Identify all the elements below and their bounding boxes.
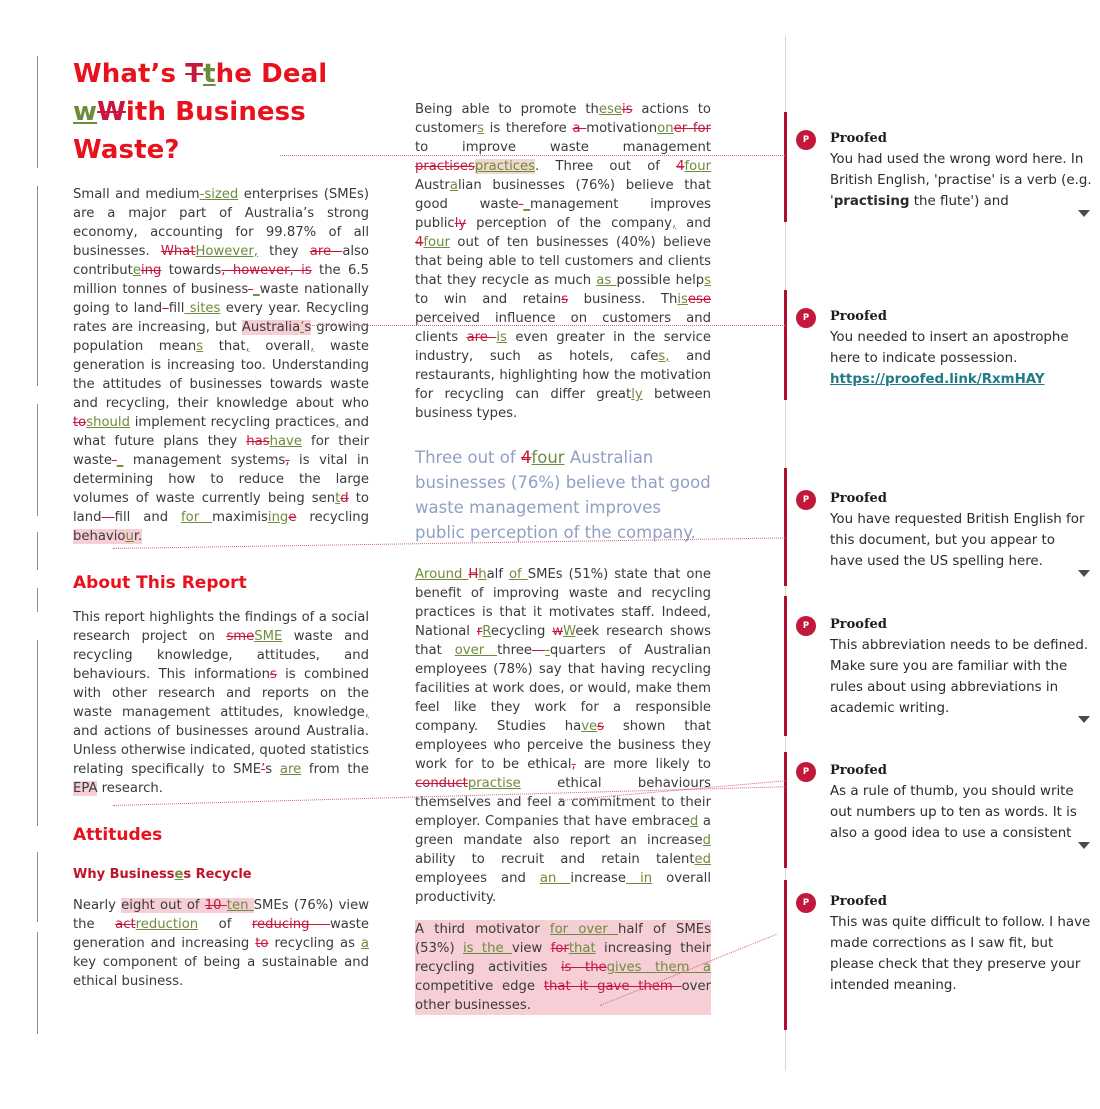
text-run-del: has [246,434,270,449]
text-run-plain: waste nationally going to land [73,282,369,316]
text-run-plain: Three out of [415,448,521,467]
text-run-plain: for their waste [73,434,369,468]
text-run-ins: as [596,273,617,288]
text-run-del: H [468,567,479,582]
text-run-del: r [476,624,483,639]
text-run-del: a [572,121,587,136]
text-run-plain: half of SMEs (53%) [415,922,711,956]
text-run-del: - [112,453,117,468]
text-run-ins: is [677,292,688,307]
text-run-del: s [597,719,605,734]
text-run-plain: Recycle [191,867,252,882]
text-run-del: s [561,292,569,307]
text-run-plain: Australian businesses (76%) believe that good waste management improves public perception of the company. [415,448,711,542]
text-run-ins: , [310,339,315,354]
text-column-left [73,55,369,1004]
text-run-ins: ing [267,510,289,525]
text-run-ins: sites [184,301,221,316]
avatar[interactable]: P [796,130,816,150]
text-run-del: reducing [251,917,330,932]
text-run-del: ly [454,216,467,231]
comment-author: Proofed [830,763,887,778]
text-run-plain: SMEs (76%) view the [73,898,369,932]
text-run-plain: s [183,867,192,882]
text-run-plain: growing population mean [73,320,369,354]
text-run-ins: reduction [135,917,199,932]
text-run-ins: gives them a [606,960,712,975]
text-run-plain: s [265,762,280,777]
text-run-plain: shown that employees who perceive the business they work for to be ethical [415,719,711,772]
text-run-ins: ese [598,102,622,117]
text-run-ins: W [563,624,576,639]
text-run-ins: , [671,216,677,231]
text-run-ins: of [508,567,528,582]
text-run-plain: towards [161,263,222,278]
text-run-del: are [309,244,343,259]
text-run-ins: on [657,121,674,136]
avatar[interactable]: P [796,308,816,328]
text-run-plain: between business types. [415,387,711,421]
text-run-del: for [550,941,569,956]
comment-body [830,130,1092,212]
text-run-ins: _ [523,197,531,212]
text-run-del: that it gave them [543,979,682,994]
text-run-plain: lian businesses (76%) believe that good waste [415,178,711,212]
change-bar [37,640,38,826]
text-run-plain: SMEs (51%) state that one benefit of improving waste and recycling practices is that it motivates staff. Indeed, National [415,567,711,639]
comment-body [830,762,1092,844]
text-run-plain: waste generation and increasing [73,917,369,951]
text-run-del: 4 [520,448,532,467]
text-run-plain: that [203,339,246,354]
comment-text-emphasis: practising [833,194,910,209]
text-run-hl: s [304,320,312,335]
text-run-plain: are more likely to [575,757,711,772]
text-run-ins: SME [254,629,283,644]
text-run-ins: a [449,178,458,193]
text-run-ins: four [423,235,450,250]
text-run-ins: , [364,705,369,720]
text-run-del: practises [415,159,475,174]
text-run-del: are [466,330,497,345]
text-run-hl: EPA [73,781,98,796]
text-run-plain: This report highlights the findings of a social research project on [73,610,369,644]
text-run-ins: s [704,273,712,288]
text-run-plain: increasing their recycling activities [415,941,712,975]
text-run-ins: s [477,121,484,136]
text-run-ins: , [335,415,340,430]
avatar[interactable]: P [796,893,816,913]
comment-text: This abbreviation needs to be defined. Make sure you are familiar with the rules about using abbreviations in academic writing. [830,638,1089,716]
text-run-del: to [255,936,269,951]
text-run-del: , however, is [221,263,312,278]
text-run-ins: w [73,97,98,127]
change-bar [37,852,38,922]
text-run-plain: key component of being a sustainable and ethical business. [73,955,369,989]
comment-text: You had used the wrong word here. In British English, 'practise' is a verb (e.g. 'practising the flute') and [830,152,1092,209]
text-run-plain: quarters of Australian employees (78%) say that having recycling facilities at work does, or would, make them feel like they work for a responsible company. Studies ha [415,643,711,734]
text-run-plain: over other businesses. [415,979,711,1013]
change-bar [37,186,38,386]
change-bar [37,532,38,570]
subheading-why-businesses-recycle [73,866,369,884]
text-run-ins: are [279,762,302,777]
text-run-ins: ve [581,719,598,734]
comment-text: You have requested British English for this document, but you appear to have used the US spelling here. [830,512,1085,569]
text-run-ins: for over [549,922,619,937]
text-run-ins: is the [463,941,512,956]
text-run-plain: research. [97,781,163,796]
text-run-del: e [288,510,297,525]
comment-anchor-bar[interactable] [784,880,787,1030]
text-run-ins: an [539,871,571,886]
text-run-ins: Around [415,567,469,582]
text-run-hl: behavio [73,529,126,544]
text-column-right [415,100,711,1028]
text-run-plain: view [511,941,551,956]
comment-author: Proofed [830,309,887,324]
text-run-hl-ins: u [125,529,134,544]
text-run-hl-ins: ’ [300,320,305,335]
text-run-ins: d [689,814,699,829]
text-run-ins: t [203,59,216,89]
text-run-del: 4 [676,159,685,174]
text-run-plain: to land [73,491,369,525]
text-run-plain: motivation [586,121,658,136]
comment-connector-line [280,155,785,156]
text-run-ins: e [174,867,184,882]
text-run-del: , [285,453,290,468]
avatar[interactable]: P [796,762,816,782]
text-run-del: — [531,643,546,658]
text-run-plain: from the [301,762,369,777]
paragraph-half-of-smes [415,565,711,907]
text-run-plain: is combined with other research and reports on the waste management attitudes, knowledge [73,667,369,720]
comment-card[interactable] [796,893,1092,996]
comment-body [830,616,1092,719]
text-run-ins: t [335,491,341,506]
text-run-plain: waste and recycling knowledge, attitudes, and behaviours. This information [73,629,369,682]
text-run-ins: four [684,159,711,174]
text-run-plain: recycling [296,510,369,525]
text-run-del: sme [226,629,255,644]
text-run-ins: , [245,339,250,354]
text-run-plain: eek research shows that [415,624,711,658]
comment-body [830,490,1092,572]
paragraph-why-recycle [73,896,369,991]
text-run-del: — [101,510,115,525]
text-run-plain: competitive edge [415,979,544,994]
text-run-ins: four [531,448,565,467]
comment-body [830,893,1092,996]
text-run-plain: fill [168,301,185,316]
text-run-ins: h [478,567,487,582]
comment-author: Proofed [830,617,887,632]
text-run-del: ing [140,263,162,278]
comment-anchor-bar[interactable] [784,112,787,222]
text-run-plain: he Deal [215,59,328,89]
text-run-del: s [269,667,277,682]
text-run-hl: r. [133,529,143,544]
text-run-del: T [185,59,204,89]
pull-quote [415,445,711,545]
text-run-hl: eight out of [121,898,205,913]
chevron-down-icon[interactable] [1078,570,1090,577]
chevron-down-icon[interactable] [1078,716,1090,723]
change-bar [37,56,38,168]
page-title [73,55,369,169]
comment-body [830,308,1092,390]
text-run-plain: management improves public [415,197,712,231]
text-run-plain: and actions of businesses around Australia. Unless otherwise indicated, quoted statistics relating specifically to SME [73,724,369,777]
text-run-plain: . Three out of [535,159,677,174]
text-run-plain: perceived influence on customers and clients [415,311,711,345]
text-run-plain: Why Business [73,867,175,882]
text-run-ins: is [496,330,507,345]
text-run-ins: ly [631,387,643,402]
text-run-ins: , [665,349,670,364]
avatar[interactable]: P [796,490,816,510]
comment-anchor-bar[interactable] [784,290,787,400]
text-run-plain: enterprises (SMEs) are a major part of Australia’s strong economy, accounting for 99.87% of all businesses. [73,187,369,259]
text-run-del: 4 [415,235,424,250]
text-run-del: - [248,282,254,297]
text-run-plain: Nearly [73,898,122,913]
text-run-plain: Small and medium [73,187,200,202]
text-run-plain: to win and retain [415,292,562,307]
text-run-del: W [97,97,126,127]
chevron-down-icon[interactable] [1078,842,1090,849]
text-run-plain: also contribut [73,244,369,278]
change-bar [37,588,38,612]
text-run-plain: management systems [123,453,286,468]
heading-attitudes: Attitudes [73,825,163,845]
text-run-hl-ins: ten [226,898,254,913]
text-run-plain: ethical behaviours themselves and feel a commitment to their employer. Companies that have embrace [415,776,711,829]
text-run-plain: waste generation is increasing too. Understanding the attitudes of businesses towards waste and recycling, their knowledge about who [73,339,369,411]
text-run-plain: business. Th [568,292,678,307]
text-run-del: er for [673,121,711,136]
text-run-ins: s [196,339,204,354]
comment-card[interactable] [796,762,1092,844]
text-run-hl-del: 10 [204,898,227,913]
text-run-plain: employees and [415,871,540,886]
text-run-plain: a green mandate also report an increase [415,814,711,848]
text-run-ins: d [702,833,711,848]
text-run-ins: e [132,263,141,278]
text-run-plain: possible help [616,273,705,288]
text-run-del: act [115,917,136,932]
text-run-ins: _ [253,282,260,297]
comment-anchor-bar[interactable] [784,752,787,868]
text-run-plain: every year. Recycling rates are increasing, but [73,301,369,335]
text-run-plain: increase [570,871,627,886]
text-run-plain: Being able to promote th [415,102,599,117]
paragraph-about [73,608,369,798]
text-run-plain: What’s [73,59,186,89]
text-run-plain: to improve waste management [415,140,711,155]
change-bar [37,932,38,1034]
text-run-del: – [162,301,169,316]
text-run-del: d [340,491,349,506]
text-run-del: to [73,415,87,430]
text-run-plain: is therefore [483,121,573,136]
text-run-plain: even greater in the service industry, such as hotels, cafe [415,330,711,364]
text-run-del: is [621,102,633,117]
comment-card[interactable] [796,616,1092,719]
text-run-plain: three [497,643,532,658]
comment-text: You needed to insert an apostrophe here to indicate possession. https://proofed.link/RxmHAY [830,327,1092,390]
text-run-plain: alf [486,567,509,582]
text-run-ins: ed [694,852,711,867]
text-run-del: is the [561,960,607,975]
text-run-del: What [160,244,196,259]
text-run-plain: and what future plans they [73,415,369,449]
text-run-ins: in [626,871,653,886]
text-run-del: w [552,624,564,639]
comment-connector-line [310,325,785,326]
text-run-hl: Australia [241,320,301,335]
text-run-plain: the 6.5 million tonnes of business [73,263,370,297]
comment-card[interactable] [796,130,1092,212]
text-run-del: - [518,197,524,212]
comment-card[interactable] [796,308,1092,390]
text-run-del: ese [687,292,712,307]
text-run-plain: overall productivity. [415,871,711,905]
comment-author: Proofed [830,894,887,909]
comment-author: Proofed [830,131,887,146]
text-run-plain: fill and [114,510,182,525]
text-run-plain: recycling as [268,936,361,951]
text-run-ins: -sized [199,187,239,202]
change-bar [37,404,38,516]
text-run-ins: for [181,510,213,525]
text-run-plain: actions to customer [415,102,711,136]
text-run-ins: that [568,941,596,956]
text-run-plain: and restaurants, highlighting how the motivation for recycling can differ great [415,349,711,402]
comment-link[interactable]: https://proofed.link/RxmHAY [830,372,1045,387]
avatar[interactable]: P [796,616,816,636]
text-run-plain: out of ten businesses (40%) believe that being able to tell customers and clients that they recycle as much [415,235,711,288]
text-run-plain: ith Business Waste? [73,97,306,165]
text-run-ins: R [482,624,491,639]
text-run-del: ’ [261,762,266,777]
text-run-plain: implement recycling practices [129,415,336,430]
text-run-plain: of [198,917,252,932]
paragraph-third-motivator [415,920,711,1015]
comment-anchor-bar[interactable] [784,468,787,586]
text-run-ins: - [545,643,550,658]
text-run-ins: over [454,643,498,658]
text-run-plain: perception of the company [466,216,672,231]
text-run-ins: should [86,415,130,430]
comment-anchor-bar[interactable] [784,596,787,736]
text-run-ins: have [269,434,302,449]
text-run-plain: is vital in determining how to reduce the large volumes of waste currently being sen [73,453,369,506]
comment-text: This was quite difficult to follow. I have made corrections as I saw fit, but please check that they preserve your intended meaning. [830,915,1091,993]
text-run-del: , [571,757,576,772]
text-run-ins: practise [467,776,521,791]
text-run-plain: A third motivator [415,922,550,937]
text-run-plain: and [676,216,711,231]
comment-card[interactable] [796,490,1092,572]
text-run-ins: _ [116,453,124,468]
comment-author: Proofed [830,491,887,506]
text-run-plain: Austr [415,178,450,193]
text-run-plain: ability to recruit and retain talent [415,852,695,867]
paragraph-intro [73,185,369,546]
text-run-plain: ecycling [490,624,553,639]
text-run-ins: s [658,349,666,364]
paragraph-promote-actions [415,100,711,423]
chevron-down-icon[interactable] [1078,210,1090,217]
text-run-ins: a [360,936,370,951]
text-run-plain: overall [249,339,311,354]
text-run-del: conduct [415,776,468,791]
heading-about-this-report: About This Report [73,573,247,593]
text-run-hl-ins2: practices [474,159,536,174]
comment-text: As a rule of thumb, you should write out numbers up to ten as words. It is also a good idea to use a consistent [830,784,1077,841]
text-run-plain: maximis [212,510,268,525]
text-run-ins: However, [195,244,258,259]
text-run-plain: they [257,244,310,259]
